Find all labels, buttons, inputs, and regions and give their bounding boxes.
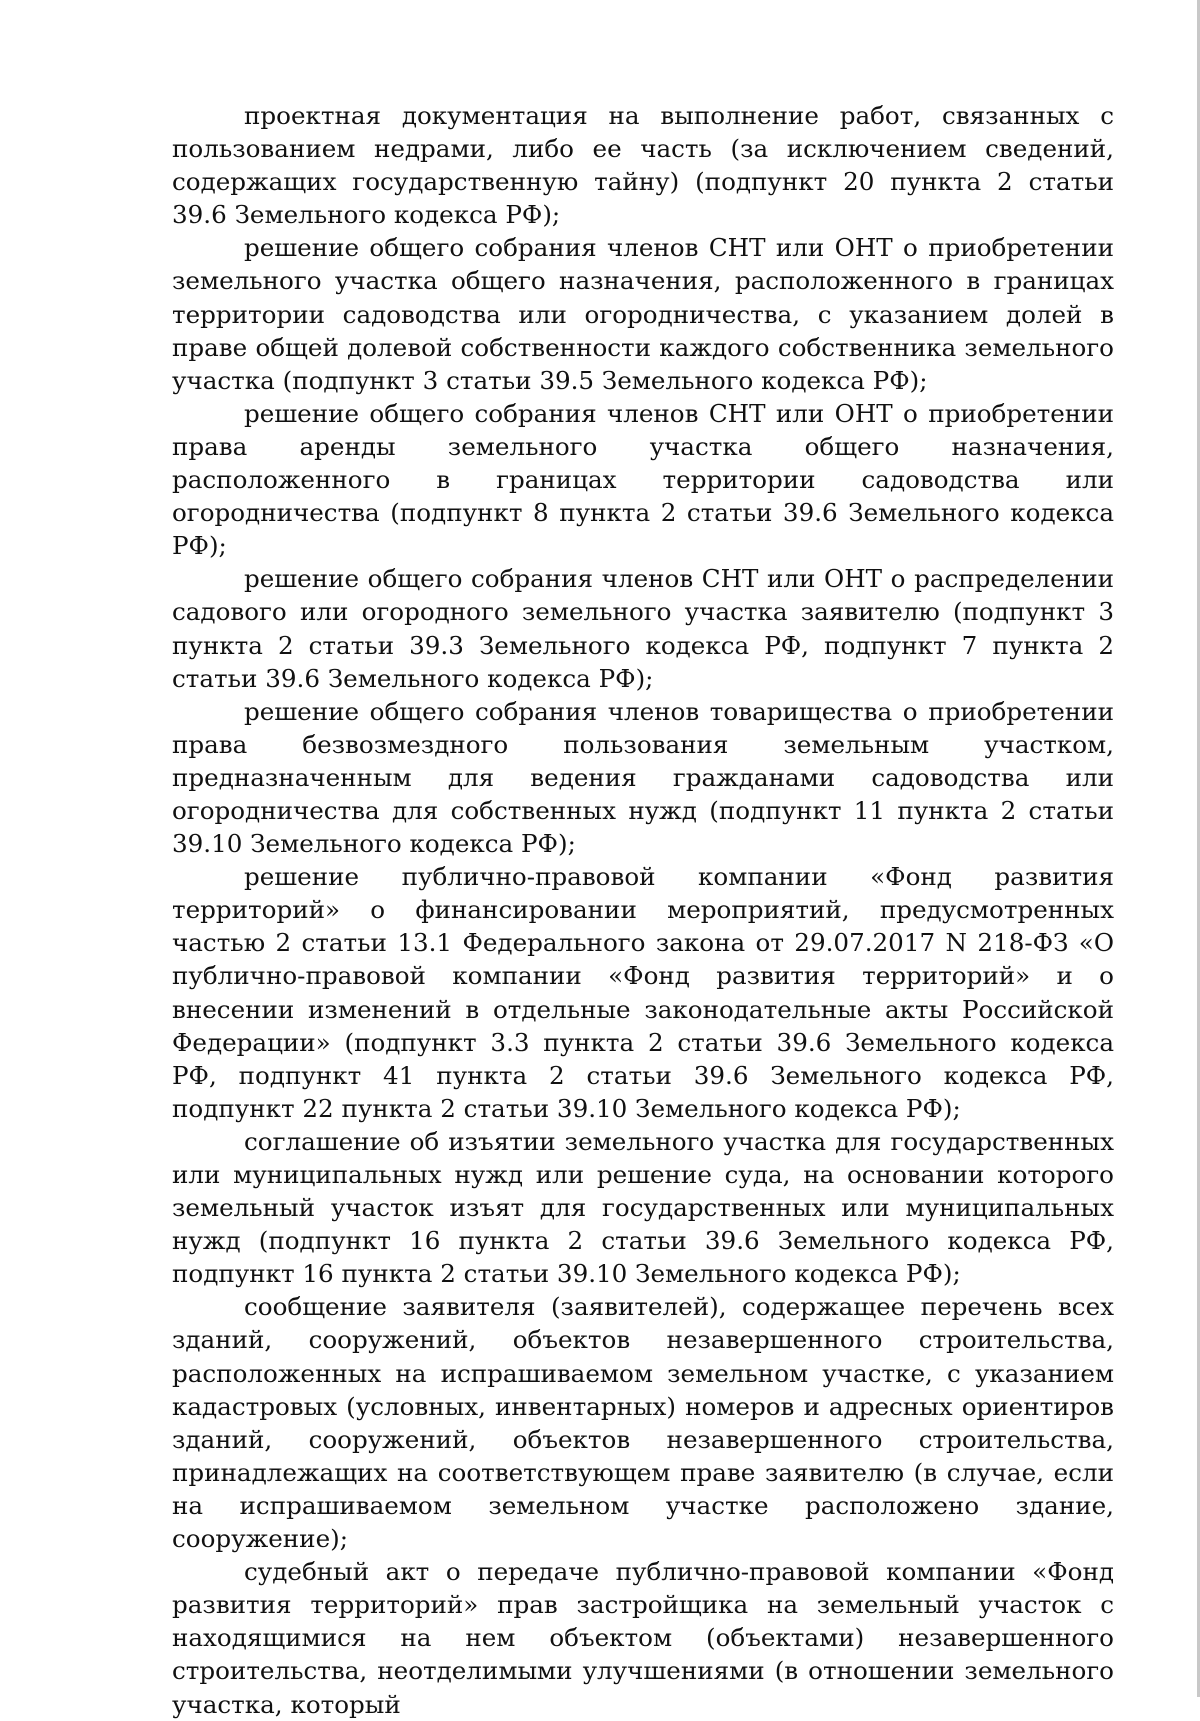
paragraph-free-use-right: решение общего собрания членов товарищества о приобретении права безвозмездного пользования земельным участком, предназначенным для ведения гражданами садоводства или огородничества для собственных нужд (подпункт 11 пункта 2 статьи 39.10 Земельного кодекса РФ);	[172, 696, 1114, 859]
paragraph-snt-common-land-ownership: решение общего собрания членов СНТ или ОНТ о приобретении земельного участка общего назначения, расположенного в границах территории садоводства или огородничества, с указанием долей в праве общей долевой собственности каждого собственника земельного участка (подпункт 3 статьи 39.5 Земельного кодекса РФ);	[172, 233, 1114, 395]
paragraph-applicant-buildings-list: сообщение заявителя (заявителей), содержащее перечень всех зданий, сооружений, объектов незавершенного строительства, расположенных на испрашиваемом земельном участке, с указанием кадастровых (условных, инвентарных) номеров и адресных ориентиров зданий, сооружений, объектов незавершенного строительства, принадлежащих на соответствующем праве заявителю (в случае, если на испрашиваемом земельном участке расположено здание, сооружение);	[172, 1292, 1114, 1554]
document-body	[172, 99, 1114, 1721]
paragraph-land-seizure-agreement: соглашение об изъятии земельного участка для государственных или муниципальных нужд или решение суда, на основании которого земельный участок изъят для государственных или муниципальных нужд (подпункт 16 пункта 2 статьи 39.6 Земельного кодекса РФ, подпункт 16 пункта 2 статьи 39.10 Земельного кодекса РФ);	[172, 1126, 1114, 1289]
paragraph-court-act-transfer: судебный акт о передаче публично-правовой компании «Фонд развития территорий» прав застройщика на земельный участок с находящимися на нем объектом (объектами) незавершенного строительства, неотделимыми улучшениями (в отношении земельного участка, который	[172, 1557, 1114, 1719]
paragraph-snt-plot-distribution: решение общего собрания членов СНТ или ОНТ о распределении садового или огородного земельного участка заявителю (подпункт 3 пункта 2 статьи 39.3 Земельного кодекса РФ, подпункт 7 пункта 2 статьи 39.6 Земельного кодекса РФ);	[172, 564, 1114, 693]
paragraph-snt-common-land-lease: решение общего собрания членов СНТ или ОНТ о приобретении права аренды земельного участка общего назначения, расположенного в границах территории садоводства или огородничества (подпункт 8 пункта 2 статьи 39.6 Земельного кодекса РФ);	[172, 398, 1114, 561]
paragraph-project-documentation: проектная документация на выполнение работ, связанных с пользованием недрами, либо ее часть (за исключением сведений, содержащих государственную тайну) (подпункт 20 пункта 2 статьи 39.6 Земельного кодекса РФ);	[172, 101, 1114, 230]
paragraph-territory-fund-decision: решение публично-правовой компании «Фонд развития территорий» о финансировании мероприятий, предусмотренных частью 2 статьи 13.1 Федерального закона от 29.07.2017 N 218-ФЗ «О публично-правовой компании «Фонд развития территорий» и о внесении изменений в отдельные законодательные акты Российской Федерации» (подпункт 3.3 пункта 2 статьи 39.6 Земельного кодекса РФ, подпункт 41 пункта 2 статьи 39.6 Земельного кодекса РФ, подпункт 22 пункта 2 статьи 39.10 Земельного кодекса РФ);	[172, 862, 1114, 1123]
